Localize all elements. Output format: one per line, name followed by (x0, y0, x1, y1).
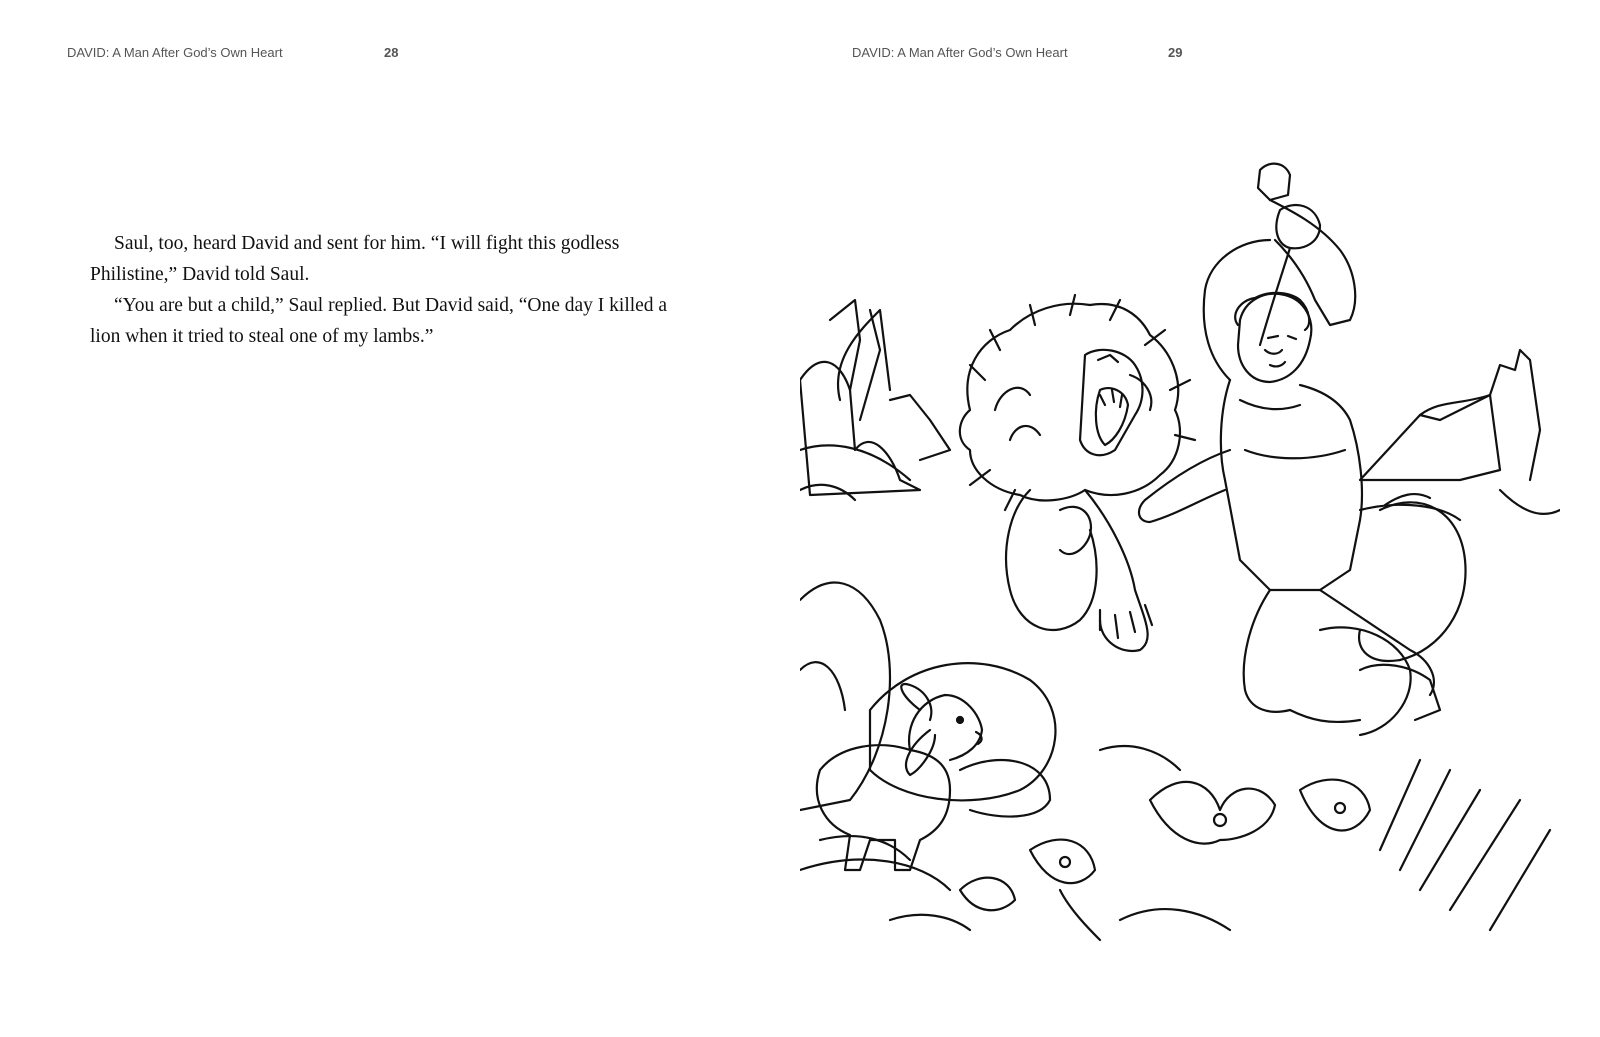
paragraph-1: Saul, too, heard David and sent for him. “I will fight this godless Philistine,” David told Saul. (90, 233, 620, 285)
running-header: DAVID: A Man After God’s Own Heart (852, 45, 1068, 60)
lion (960, 295, 1466, 735)
lamb (817, 684, 982, 870)
body-text (90, 228, 670, 352)
paragraph-2: “You are but a child,” Saul replied. But David said, “One day I killed a lion when it tried to steal one of my lambs.” (90, 295, 668, 347)
page-number: 29 (1168, 45, 1183, 60)
background-rocks (800, 300, 1560, 810)
right-page (800, 0, 1600, 1037)
foreground-flowers (890, 746, 1550, 940)
david-lion-illustration (800, 150, 1560, 950)
running-header: DAVID: A Man After God’s Own Heart (67, 45, 283, 60)
page-number: 28 (384, 45, 399, 60)
